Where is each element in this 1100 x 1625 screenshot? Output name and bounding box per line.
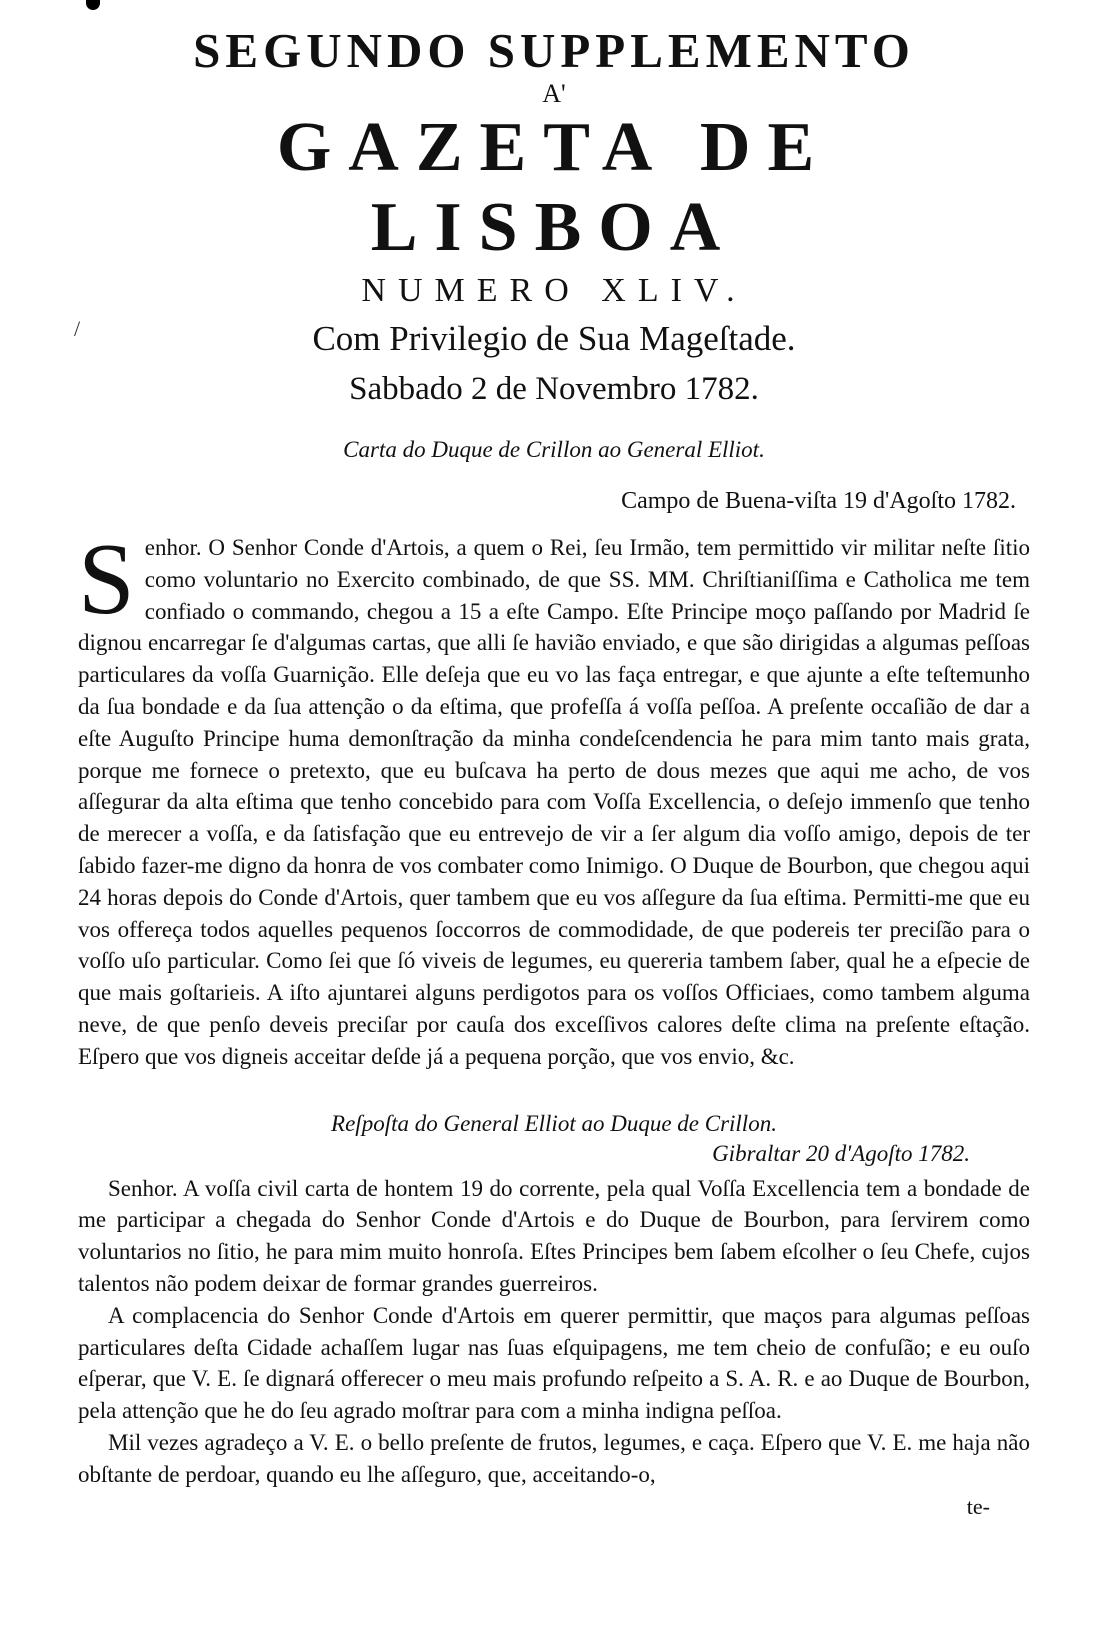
letter-place-date: Campo de Buena-viſta 19 d'Agoſto 1782. xyxy=(621,488,1016,514)
letter-body: enhor. O Senhor Conde d'Artois, a quem o Rei, ſeu Irmão, tem permittido vir militar neſte ſitio como voluntario no Exercito combinado, de que SS. MM. Chriſtianiſſima e Catholica me tem confiado o commando, chegou a 15 a eſte Campo. Eſte Principe moço paſſando por Madrid ſe dignou encarregar ſe d'algumas cartas, que alli ſe havião enviado, e que são dirigidas a algumas peſſoas particulares da voſſa Guarnição. Elle deſeja que eu vo las faça entregar, e que ajunte a eſte teſtemunho da ſua bondade e da ſua attenção o da eſtima, que profeſſa á voſſa peſſoa. A preſente occaſião de dar a eſte Auguſto Principe huma demonſtração da minha condeſcendencia he para mim tanto mais grata, porque me fornece o pretexto, que eu buſcava ha perto de dous mezes que aqui me acho, de vos aſſegurar da alta eſtima que tenho concebido para com Voſſa Excellencia, o deſejo immenſo que tenho de merecer a voſſa, e da ſatisfação que eu entrevejo de vir a ſer algum dia voſſo amigo, depois de ter ſabido fazer-me digno da honra de vos combater como Inimigo. O Duque de Bourbon, que chegou aqui 24 horas depois do Conde d'Artois, quer tambem que eu vos aſſegure da ſua eſtima. Permitti-me que eu vos offereça todos aquelles pequenos ſoccorros de commodidade, de que podereis ter preciſão para o voſſo uſo particular. Como ſei que ſó viveis de legumes, eu quereria tambem ſaber, qual he a eſpecie de que mais goſtarieis. A iſto ajuntarei alguns perdigotos para os voſſos Officiaes, como tambem alguma neve, de que penſo deveis preciſar por cauſa dos exceſſivos calores deſte clima na preſente eſtação. Eſpero que vos digneis acceitar deſde já a pequena porção, que vos envio, &c. xyxy=(78,535,1030,1069)
reply-paragraph: A complacencia do Senhor Conde d'Artois em querer permittir, que maços para algumas peſſoas particulares deſta Cidade achaſſem lugar nas ſuas eſquipagens, me tem cheio de confuſão; e eu ouſo eſperar, que V. E. ſe dignará offerecer o meu mais profundo reſpeito a S. A. R. e ao Duque de Bourbon, pela attenção que he do ſeu agrado moſtrar para com a minha indigna peſſoa. xyxy=(78,1302,1030,1424)
issue-date: Sabbado 2 de Novembro 1782. xyxy=(349,371,759,407)
reply-paragraph: Mil vezes agradeço a V. E. o bello preſente de frutos, legumes, e caça. Eſpero que V. E. me haja não obſtante de perdoar, quando eu lhe aſſeguro, que, acceitando-o, xyxy=(78,1429,1030,1487)
margin-mark: / xyxy=(74,316,81,341)
issue-number: NUMERO XLIV. xyxy=(361,272,747,309)
preposition-line: A' xyxy=(542,79,566,108)
letter-body-block xyxy=(78,523,1030,1073)
crillon-letter xyxy=(78,434,1030,1073)
catchword: te- xyxy=(966,1493,990,1519)
ink-blot xyxy=(86,0,100,10)
reply-title: Reſpoſta do General Elliot ao Duque de Crillon. xyxy=(331,1110,777,1136)
masthead xyxy=(78,22,1030,414)
reply-place-date: Gibraltar 20 d'Agoſto 1782. xyxy=(712,1140,970,1166)
gazette-title: GAZETA DE LISBOA xyxy=(276,109,832,266)
supplement-heading: SEGUNDO SUPPLEMENTO xyxy=(193,23,915,78)
reply-paragraph: Senhor. A voſſa civil carta de hontem 19 do corrente, pela qual Voſſa Excellencia tem a bondade de me participar a chegada do Senhor Conde d'Artois e do Duque de Bourbon, para ſervirem como voluntarios no ſitio, he para mim muito honroſa. Eſtes Principes bem ſabem eſcolher o ſeu Chefe, cujos talentos não podem deixar de formar grandes guerreiros. xyxy=(78,1175,1030,1296)
letter-title: Carta do Duque de Crillon ao General Elliot. xyxy=(343,437,765,462)
elliot-reply xyxy=(78,1109,1030,1521)
drop-cap: S xyxy=(78,523,135,636)
privilege-line: Com Privilegio de Sua Mageſtade. xyxy=(312,319,796,358)
